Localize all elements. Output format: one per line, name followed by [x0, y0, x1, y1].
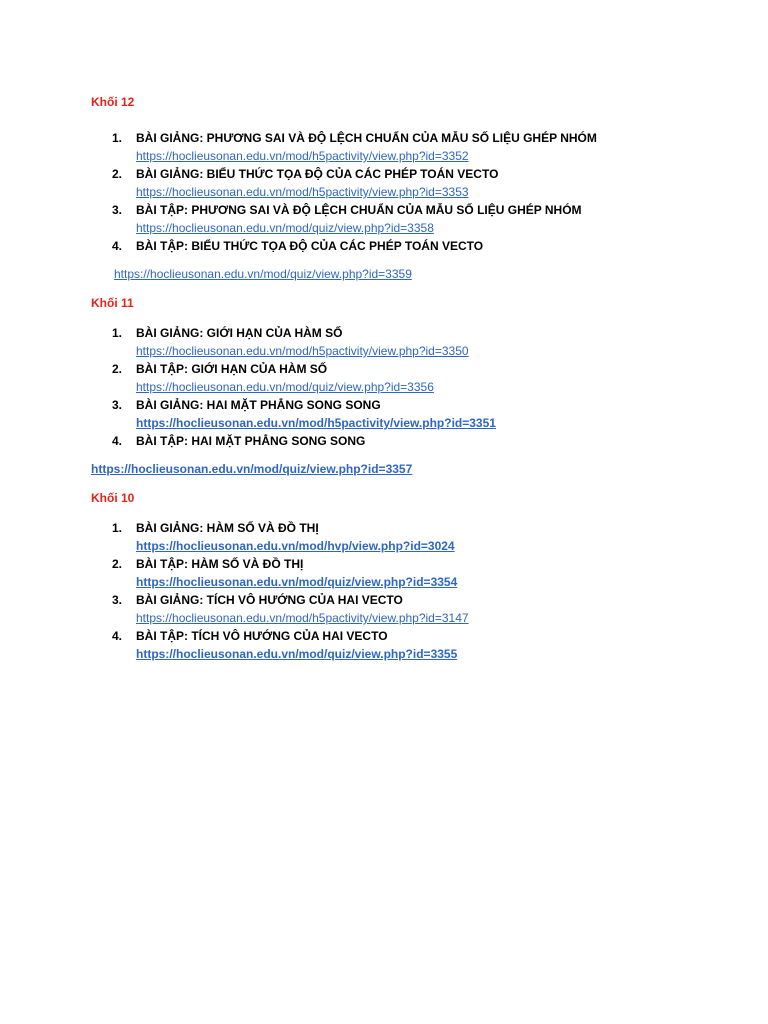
- item-number: 3.: [112, 398, 123, 412]
- list-item: [91, 555, 728, 591]
- list-item: [91, 432, 728, 450]
- list-item: [91, 519, 728, 555]
- list-khoi-10: [91, 519, 728, 663]
- trailing-link-khoi-11[interactable]: https://hoclieusonan.edu.vn/mod/quiz/view.php?id=3357: [91, 462, 413, 476]
- item-title: BÀI TẬP: HÀM SỐ VÀ ĐỒ THỊ: [136, 557, 304, 571]
- item-number: 2.: [112, 167, 123, 181]
- list-item: [91, 201, 728, 237]
- item-link[interactable]: https://hoclieusonan.edu.vn/mod/quiz/view.php?id=3355: [136, 647, 458, 661]
- section-heading-khoi-10: Khối 10: [91, 491, 135, 505]
- item-title: BÀI GIẢNG: TÍCH VÔ HƯỚNG CỦA HAI VECTO: [136, 593, 403, 607]
- list-item: [91, 165, 728, 201]
- item-number: 4.: [112, 434, 123, 448]
- item-title: BÀI GIẢNG: HÀM SỐ VÀ ĐỒ THỊ: [136, 521, 319, 535]
- section-heading-khoi-11: Khối 11: [91, 296, 134, 310]
- item-link[interactable]: https://hoclieusonan.edu.vn/mod/quiz/view.php?id=3354: [136, 575, 458, 589]
- list-item: [91, 627, 728, 663]
- item-number: 1.: [112, 326, 123, 340]
- item-title: BÀI TẬP: HAI MẶT PHẲNG SONG SONG: [136, 434, 366, 448]
- item-number: 2.: [112, 362, 123, 376]
- item-title: BÀI GIẢNG: BIỂU THỨC TỌA ĐỘ CỦA CÁC PHÉP TOÁN VECTO: [136, 167, 499, 181]
- list-khoi-11: [91, 324, 728, 450]
- trailing-link-row: [91, 460, 728, 478]
- item-number: 3.: [112, 203, 123, 217]
- item-title: BÀI TẬP: BIỂU THỨC TỌA ĐỘ CỦA CÁC PHÉP TOÁN VECTO: [136, 239, 484, 253]
- trailing-link-row: [91, 265, 728, 283]
- item-link[interactable]: https://hoclieusonan.edu.vn/mod/h5pactivity/view.php?id=3147: [136, 611, 469, 625]
- item-number: 1.: [112, 131, 123, 145]
- item-title: BÀI TẬP: TÍCH VÔ HƯỚNG CỦA HAI VECTO: [136, 629, 388, 643]
- list-item: [91, 129, 728, 165]
- item-number: 3.: [112, 593, 123, 607]
- item-title: BÀI GIẢNG: PHƯƠNG SAI VÀ ĐỘ LỆCH CHUẨN CỦA MẪU SỐ LIỆU GHÉP NHÓM: [136, 131, 597, 145]
- item-link[interactable]: https://hoclieusonan.edu.vn/mod/hvp/view.php?id=3024: [136, 539, 455, 553]
- item-number: 4.: [112, 629, 123, 643]
- section-heading-khoi-12: Khối 12: [91, 95, 135, 109]
- item-title: BÀI GIẢNG: HAI MẶT PHẲNG SONG SONG: [136, 398, 381, 412]
- item-link[interactable]: https://hoclieusonan.edu.vn/mod/quiz/view.php?id=3358: [136, 221, 434, 235]
- list-item: [91, 591, 728, 627]
- list-item: [91, 324, 728, 360]
- item-link[interactable]: https://hoclieusonan.edu.vn/mod/h5pactivity/view.php?id=3350: [136, 344, 469, 358]
- item-title: BÀI TẬP: GIỚI HẠN CỦA HÀM SỐ: [136, 362, 328, 376]
- item-link[interactable]: https://hoclieusonan.edu.vn/mod/h5pactivity/view.php?id=3353: [136, 185, 469, 199]
- list-khoi-12: [91, 129, 728, 255]
- item-link[interactable]: https://hoclieusonan.edu.vn/mod/h5pactivity/view.php?id=3352: [136, 149, 469, 163]
- list-item: [91, 360, 728, 396]
- item-title: BÀI TẬP: PHƯƠNG SAI VÀ ĐỘ LỆCH CHUẨN CỦA MẪU SỐ LIỆU GHÉP NHÓM: [136, 203, 582, 217]
- list-item: [91, 237, 728, 255]
- item-title: BÀI GIẢNG: GIỚI HẠN CỦA HÀM SỐ: [136, 326, 343, 340]
- item-link[interactable]: https://hoclieusonan.edu.vn/mod/quiz/view.php?id=3356: [136, 380, 434, 394]
- list-item: [91, 396, 728, 432]
- item-link[interactable]: https://hoclieusonan.edu.vn/mod/h5pactivity/view.php?id=3351: [136, 416, 496, 430]
- item-number: 4.: [112, 239, 123, 253]
- item-number: 1.: [112, 521, 123, 535]
- item-number: 2.: [112, 557, 123, 571]
- trailing-link-khoi-12[interactable]: https://hoclieusonan.edu.vn/mod/quiz/view.php?id=3359: [114, 267, 412, 281]
